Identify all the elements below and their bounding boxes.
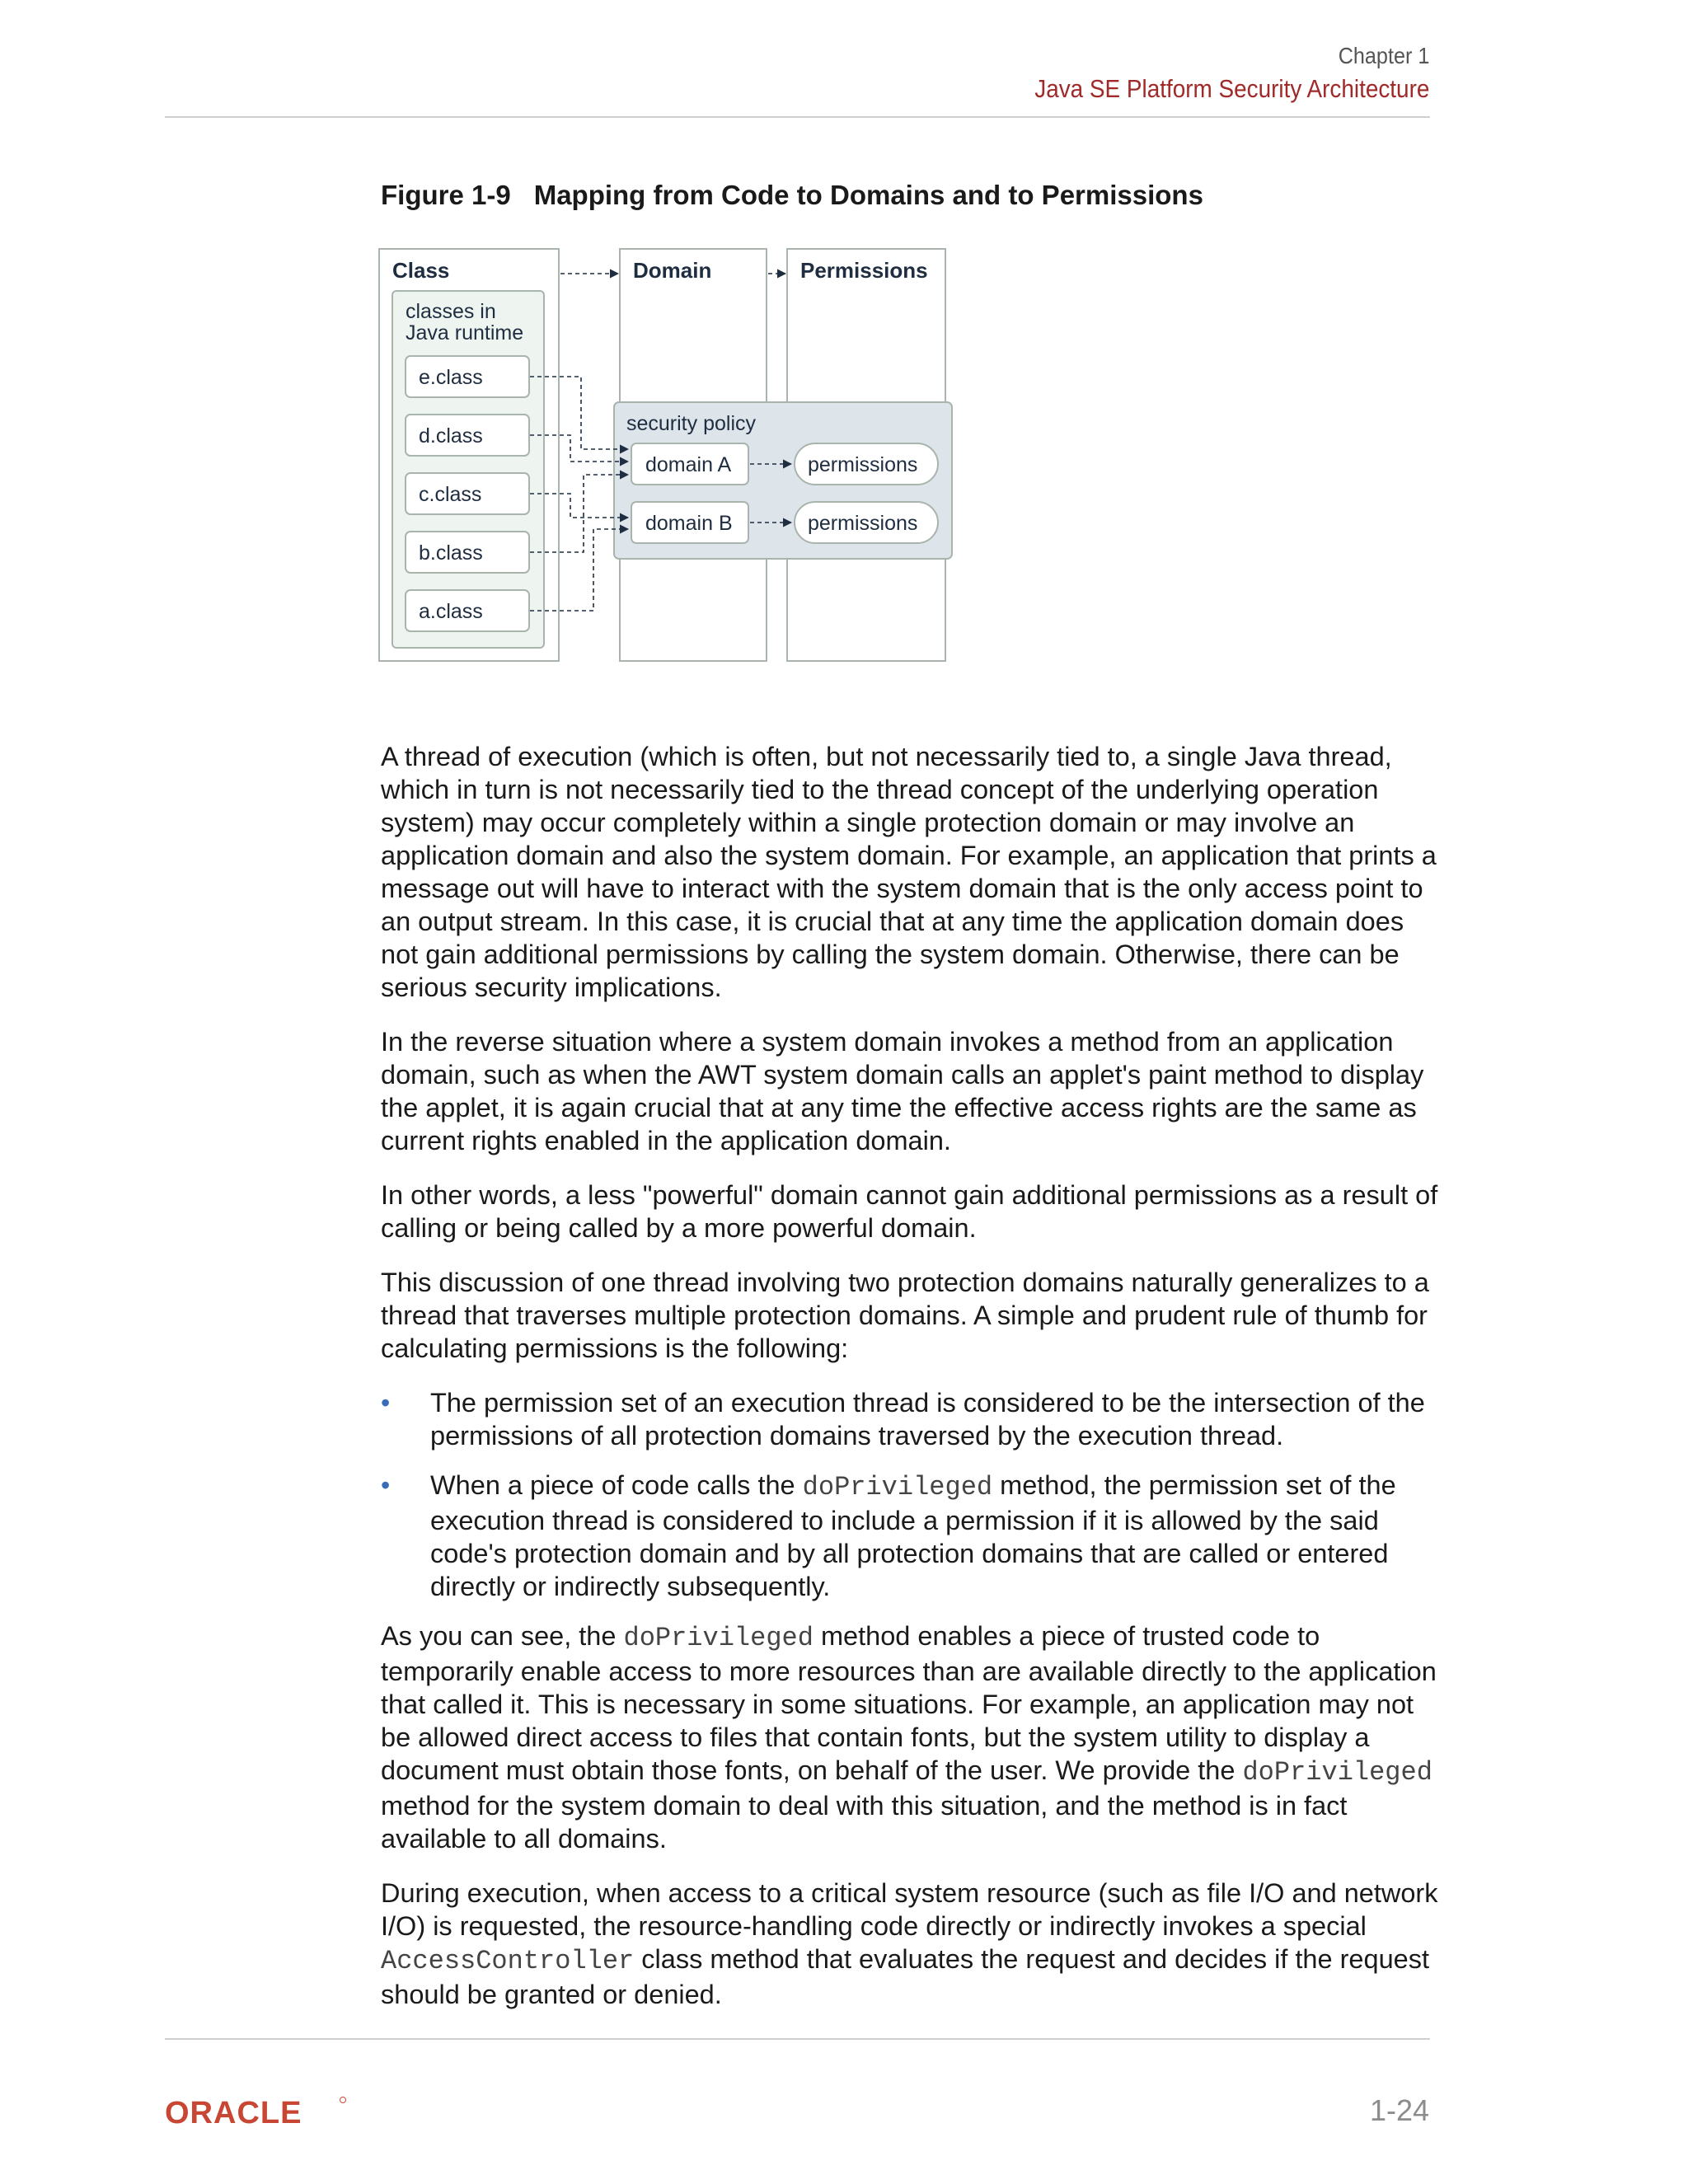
bullet-item-2-text-a: When a piece of code calls the xyxy=(430,1470,803,1500)
paragraph-6 xyxy=(381,1877,1444,2011)
class-label-b: b.class xyxy=(419,541,483,565)
class-label-e: e.class xyxy=(419,366,483,389)
bullet-dot-icon: • xyxy=(381,1470,391,1500)
classes-group-label-line1: classes in xyxy=(406,300,496,323)
figure-title: Mapping from Code to Domains and to Permissions xyxy=(533,180,1203,210)
paragraph-6-text-b: class method that evaluates the request and decides if the request should be granted or denied. xyxy=(381,1944,1430,2009)
bullet-item-2-code: doPrivileged xyxy=(802,1472,993,1502)
figure-caption xyxy=(381,180,1203,211)
chapter-label: Chapter 1 xyxy=(1338,43,1429,68)
column-header-class: Class xyxy=(392,258,450,283)
running-header xyxy=(991,43,1429,104)
bullet-item-2 xyxy=(381,1469,1444,1603)
paragraph-5-text-b: method enables a piece of trusted code to temporarily enable access to more resources than are available directly to the application that called it. This is necessary in some situations. For example, an application may not be allowed direct access to files that contain fonts, but the system utility to display a document must obtain those fonts, on behalf of the user. We provide the xyxy=(381,1621,1437,1785)
paragraph-6-code: AccessController xyxy=(381,1946,635,1976)
paragraph-6-text-a: During execution, when access to a critical system resource (such as file I/O and network I/O) is requested, the resource-handling code directly or indirectly invokes a special xyxy=(381,1878,1438,1941)
class-boxes xyxy=(406,356,529,631)
paragraph-5-text-c: method for the system domain to deal with this situation, and the method is in fact available to all domains. xyxy=(381,1791,1348,1854)
figure-number: Figure 1-9 xyxy=(381,180,511,210)
permissions-b-label: permissions xyxy=(808,512,918,535)
oracle-logo-text: ORACLE xyxy=(165,2096,302,2130)
bullet-item-2-text-b: method, the permission set of the execution thread is considered to include a permission if it is allowed by the said code's protection domain and by all protection domains that are called or entered directly or indirectly subsequently. xyxy=(430,1470,1396,1601)
column-header-domain: Domain xyxy=(633,258,712,283)
registered-mark-icon xyxy=(340,2097,346,2103)
permissions-a-label: permissions xyxy=(808,453,918,476)
paragraph-5-code-1: doPrivileged xyxy=(623,1623,814,1653)
oracle-logo xyxy=(165,2093,363,2130)
paragraph-2: In the reverse situation where a system domain invokes a method from an application domain, such as when the AWT system domain calls an applet's paint method to display the applet, it is again crucial that at any time the effective access rights are the same as current rights enabled in the application domain. xyxy=(381,1027,1424,1155)
class-label-a: a.class xyxy=(419,600,483,623)
domain-b-label: domain B xyxy=(645,512,733,535)
bullet-item-1 xyxy=(381,1386,1444,1452)
paragraph-5-code-2: doPrivileged xyxy=(1242,1757,1432,1788)
paragraph-5 xyxy=(381,1619,1444,1855)
paragraph-4: This discussion of one thread involving two protection domains naturally generalizes to a thread that traverses multiple protection domains. A simple and prudent rule of thumb for calculating permissions is the following: xyxy=(381,1268,1429,1363)
header-rule xyxy=(165,116,1430,118)
paragraph-1: A thread of execution (which is often, but not necessarily tied to, a single Java thread, which in turn is not necessarily tied to the thread concept of the underlying operation system) may occur completely within a single protection domain or may involve an application domain and also the system domain. For example, an application that prints a message out will have to interact with the system domain that is the only access point to an output stream. In this case, it is crucial that at any time the application domain does not gain additional permissions by calling the system domain. Otherwise, there can be serious security implications. xyxy=(381,742,1437,1002)
bullet-dot-icon: • xyxy=(381,1388,391,1418)
class-label-c: c.class xyxy=(419,483,482,506)
domain-a-label: domain A xyxy=(645,453,732,476)
code-domain-permission-diagram xyxy=(363,239,973,668)
classes-group-label-line2: Java runtime xyxy=(406,321,524,344)
paragraph-5-text-a: As you can see, the xyxy=(381,1621,624,1651)
footer-rule xyxy=(165,2038,1430,2040)
security-policy-label: security policy xyxy=(626,412,756,435)
chapter-title: Java SE Platform Security Architecture xyxy=(1034,74,1429,103)
page-number: 1-24 xyxy=(1369,2093,1429,2127)
paragraph-3: In other words, a less "powerful" domain cannot gain additional permissions as a result of calling or being called by a more powerful domain. xyxy=(381,1180,1438,1243)
bullet-list xyxy=(381,1386,1444,1603)
body-text xyxy=(381,740,1444,2032)
bullet-item-1-text: The permission set of an execution thread is considered to be the intersection of the permissions of all protection domains traversed by the execution thread. xyxy=(430,1388,1425,1451)
class-label-d: d.class xyxy=(419,424,483,448)
column-header-permissions: Permissions xyxy=(800,258,928,283)
